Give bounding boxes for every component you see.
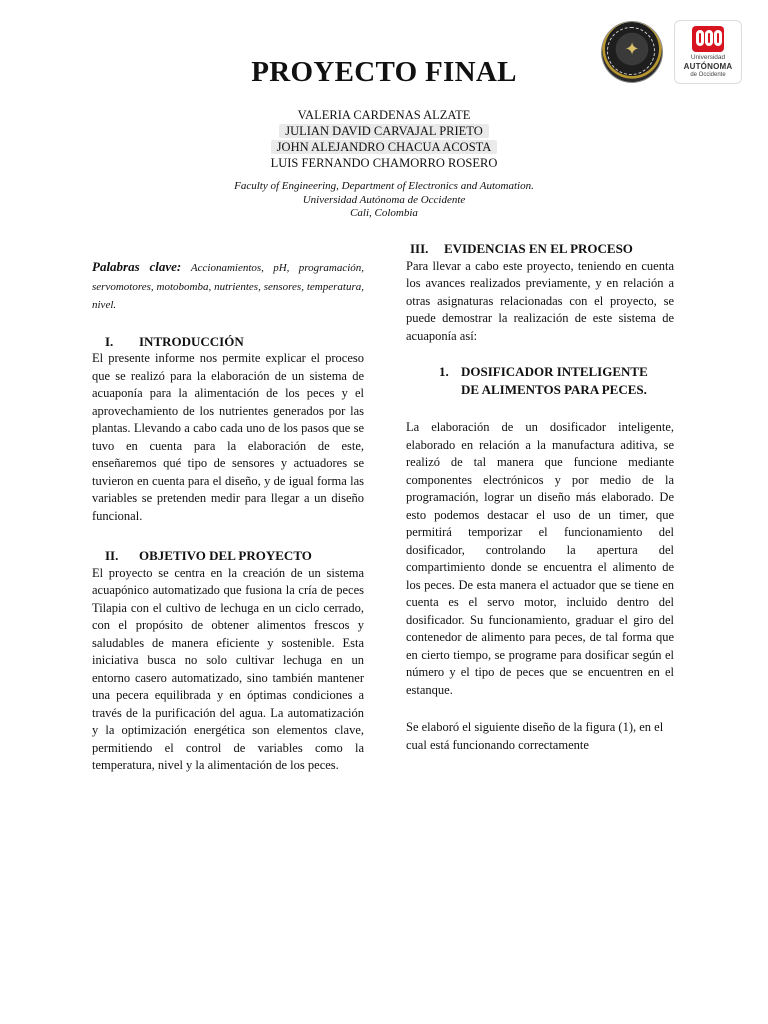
section-number: II. [105,548,119,563]
section-number: I. [105,333,114,349]
dosificador-paragraph: La elaboración de un dosificador inteligente, elaborado en relación a la manufactura aditiva, se realizó de tal manera que funcione mediante componentes electrónicos y por medio de la programación, lograr un diseño más elaborado. De esto podemos destacar el uso de un timer, que permitirá temporizar el funcionamiento del dosificador, controlando la apertura del compartimiento donde se encuentra el alimento de los peces. De esta manera el actuador que se tiene en cuenta es el servo motor, incluido dentro del dosificador. Su funcionamiento, graduar el giro del contenedor de alimento para peces, de tal forma que en cierto tiempo, se programe para dosificar según el número y el tipo de peces que se encuentren en el estanque. [406,420,674,697]
paper-title: PROYECTO FINAL [251,56,517,88]
subsection-title-line: DE ALIMENTOS PARA PECES. [461,382,647,397]
section-heading-evidencias [410,240,674,258]
keywords-label: Palabras clave: [92,259,182,274]
subsection-title-line: DOSIFICADOR INTELIGENTE [461,364,648,379]
author: JOHN ALEJANDRO CHACUA ACOSTA [0,139,768,155]
author: LUIS FERNANDO CHAMORRO ROSERO [270,156,498,170]
uao-line-1: Universidad [690,54,726,61]
figure-reference-paragraph: Se elaboró el siguiente diseño de la figura (1), en el cual está funcionando correctamente [406,720,664,752]
author-list [0,107,768,171]
keywords-terms: Accionamientos, pH, programación, servomotores, motobomba, nutrientes, sensores, temperatura, nivel. [92,262,365,311]
subsection-number: 1. [439,364,449,379]
right-column [406,240,674,754]
seal-star-icon: ✦ [624,39,640,59]
uao-mark-icon [692,26,724,52]
affiliation [0,180,768,221]
left-column [92,240,364,775]
affiliation-line: Faculty of Engineering, Department of Electronics and Automation. [234,180,534,192]
objective-paragraph: El proyecto se centra en la creación de un sistema acuapónico automatizado que fusiona la cría de peces Tilapia con el cultivo de lechuga en un ciclo cerrado, con el propósito de obtener alimentos frescos y saludables de manera eficiente y sostenible. Esta iniciativa busca no solo cultivar lechuga en un entorno casero automatizado, sino también mantener una pecera equilibrada y en óptimas condiciones a través de la purificación del agua. La automatización y la optimización energética son elementos clave, permitiendo el control de variables como la temperatura, nivel y la alimentación de los peces. [92,565,364,772]
section-heading-introduccion [105,333,364,351]
author: JULIAN DAVID CARVAJAL PRIETO [0,123,768,139]
uao-line-3: de Occidente [690,72,726,78]
author: VALERIA CARDENAS ALZATE [297,108,471,122]
uao-line-2: AUTÓNOMA [683,62,733,71]
section-title: EVIDENCIAS EN EL PROCESO [444,241,633,256]
intro-paragraph: El presente informe nos permite explicar el proceso que se realizó para la elaboración de un sistema de acuaponía para la alimentación de los peces y el aprovechamiento de los nutrientes generados por las plantas. Llevando a cabo cada uno de los pasos que se tuvo en cuenta para la elaboración de este, enseñaremos qué tipo de sensores y actuadores se tuvieron en cuenta para el diseño, y de igual forma las variables se pretenden medir para llegar a un diseño funcional. [92,351,364,523]
affiliation-line: Universidad Autónoma de Occidente [302,193,466,206]
evidence-paragraph: Para llevar a cabo este proyecto, teniendo en cuenta los avances realizados previamente, y en relación a otras asignaturas relacionadas con el proyecto, se puede demostrar la realización de este sistema de acuaponía así: [406,258,674,343]
subsection-heading-dosificador [439,363,674,399]
section-number: III. [410,241,429,256]
keywords [92,258,364,315]
section-title: OBJETIVO DEL PROYECTO [139,548,312,563]
affiliation-line: Cali, Colombia [350,207,418,219]
section-heading-objetivo [105,547,364,565]
section-title: INTRODUCCIÓN [139,333,244,349]
